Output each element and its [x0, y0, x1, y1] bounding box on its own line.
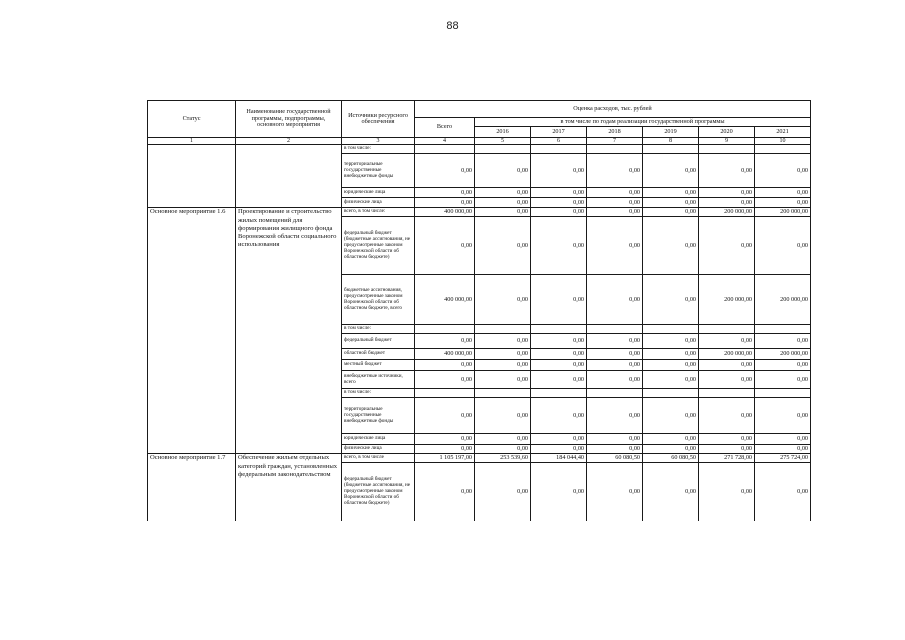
value-cell: 0,00 [475, 188, 531, 198]
source-cell: местный бюджет [342, 360, 415, 371]
header-year: 2017 [531, 127, 587, 138]
value-cell: 0,00 [699, 371, 755, 389]
value-cell: 0,00 [755, 445, 811, 454]
value-cell: 0,00 [415, 334, 475, 349]
source-cell: в том числе: [342, 389, 415, 398]
value-cell: 0,00 [587, 275, 643, 325]
value-cell: 0,00 [643, 217, 699, 275]
value-cell: 253 539,60 [475, 454, 531, 463]
value-cell: 200 000,00 [755, 208, 811, 217]
value-cell: 0,00 [475, 371, 531, 389]
value-cell: 0,00 [531, 188, 587, 198]
source-cell: юридические лица [342, 434, 415, 445]
header-name: Наименование государственной программы, подпрограммы, основного мероприятия [236, 101, 342, 138]
value-cell: 0,00 [699, 334, 755, 349]
header-year: 2020 [699, 127, 755, 138]
value-cell: 0,00 [699, 198, 755, 208]
value-cell: 0,00 [587, 445, 643, 454]
column-number: 9 [699, 138, 755, 145]
value-cell: 0,00 [755, 154, 811, 188]
value-cell: 0,00 [587, 360, 643, 371]
value-cell: 0,00 [587, 434, 643, 445]
value-cell: 0,00 [699, 217, 755, 275]
column-number: 8 [643, 138, 699, 145]
value-cell: 0,00 [643, 360, 699, 371]
value-cell: 0,00 [587, 208, 643, 217]
value-cell: 0,00 [415, 371, 475, 389]
value-cell: 0,00 [475, 463, 531, 521]
header-by-years: в том числе по годам реализации государственной программы [475, 118, 811, 127]
value-cell: 0,00 [587, 334, 643, 349]
value-cell: 0,00 [643, 463, 699, 521]
value-cell: 0,00 [643, 445, 699, 454]
value-cell: 400 000,00 [415, 275, 475, 325]
budget-table [147, 100, 811, 521]
value-cell: 0,00 [531, 434, 587, 445]
header-total: Всего [415, 118, 475, 138]
column-number: 4 [415, 138, 475, 145]
value-cell: 0,00 [755, 334, 811, 349]
value-cell: 0,00 [755, 217, 811, 275]
value-cell: 0,00 [531, 360, 587, 371]
value-cell: 0,00 [699, 398, 755, 434]
header-sources: Источники ресурсного обеспечения [342, 101, 415, 138]
value-cell: 0,00 [475, 275, 531, 325]
header-estimate: Оценка расходов, тыс. рублей [415, 101, 811, 118]
value-cell: 0,00 [643, 349, 699, 360]
value-cell: 0,00 [699, 188, 755, 198]
value-cell: 184 044,40 [531, 454, 587, 463]
status-cell-continued [148, 145, 236, 208]
value-cell: 0,00 [531, 217, 587, 275]
value-cell: 0,00 [415, 198, 475, 208]
value-cell: 0,00 [475, 217, 531, 275]
value-cell: 0,00 [643, 334, 699, 349]
value-cell: 0,00 [755, 463, 811, 521]
value-cell: 0,00 [415, 445, 475, 454]
value-cell: 0,00 [587, 217, 643, 275]
source-cell: всего, в том числе [342, 454, 415, 463]
value-cell: 0,00 [699, 445, 755, 454]
value-cell: 0,00 [531, 334, 587, 349]
value-cell: 0,00 [415, 398, 475, 434]
value-cell: 0,00 [755, 371, 811, 389]
source-cell: физические лица [342, 198, 415, 208]
measure-name-cell: Проектирование и строительство жилых помещений для формирования жилищного фонда Воронежской области социального использования [236, 208, 342, 454]
page-number: 88 [446, 20, 459, 32]
header-year: 2016 [475, 127, 531, 138]
value-cell: 0,00 [415, 188, 475, 198]
source-cell: бюджетные ассигнования, предусмотренные законом Воронежской области об областном бюджете, всего [342, 275, 415, 325]
table-row [148, 454, 811, 463]
header-year: 2019 [643, 127, 699, 138]
table-row [148, 145, 811, 154]
header-year: 2021 [755, 127, 811, 138]
column-number: 3 [342, 138, 415, 145]
value-cell: 0,00 [643, 188, 699, 198]
value-cell: 200 000,00 [699, 349, 755, 360]
value-cell: 0,00 [531, 275, 587, 325]
value-cell: 0,00 [699, 154, 755, 188]
source-cell: в том числе: [342, 325, 415, 334]
value-cell: 0,00 [475, 360, 531, 371]
source-cell: федеральный бюджет (бюджетные ассигнования, не предусмотренные законом Воронежской области об областном бюджете) [342, 217, 415, 275]
value-cell: 0,00 [475, 349, 531, 360]
measure-name-cell: Обеспечение жильем отдельных категорий граждан, установленных федеральным законодательством [236, 454, 342, 521]
value-cell: 400 000,00 [415, 349, 475, 360]
header-status: Статус [148, 101, 236, 138]
value-cell: 0,00 [643, 198, 699, 208]
value-cell: 0,00 [587, 154, 643, 188]
value-cell: 0,00 [587, 398, 643, 434]
column-number: 1 [148, 138, 236, 145]
value-cell: 0,00 [415, 360, 475, 371]
value-cell: 0,00 [587, 349, 643, 360]
value-cell: 1 105 197,00 [415, 454, 475, 463]
header-year: 2018 [587, 127, 643, 138]
table-row [148, 208, 811, 217]
value-cell: 0,00 [755, 398, 811, 434]
value-cell: 60 080,50 [587, 454, 643, 463]
value-cell: 0,00 [531, 349, 587, 360]
source-cell: территориальные государственные внебюджетные фонды [342, 154, 415, 188]
value-cell: 0,00 [699, 434, 755, 445]
value-cell: 0,00 [531, 154, 587, 188]
value-cell: 0,00 [587, 463, 643, 521]
value-cell: 0,00 [531, 445, 587, 454]
source-cell: всего, в том числе: [342, 208, 415, 217]
value-cell: 0,00 [755, 188, 811, 198]
value-cell: 0,00 [643, 154, 699, 188]
value-cell: 60 080,50 [643, 454, 699, 463]
value-cell: 0,00 [643, 371, 699, 389]
value-cell: 0,00 [755, 360, 811, 371]
value-cell: 0,00 [475, 445, 531, 454]
value-cell: 0,00 [531, 208, 587, 217]
value-cell: 271 728,00 [699, 454, 755, 463]
value-cell: 0,00 [475, 154, 531, 188]
value-cell: 0,00 [643, 208, 699, 217]
value-cell: 0,00 [699, 360, 755, 371]
value-cell: 0,00 [755, 434, 811, 445]
value-cell: 200 000,00 [699, 275, 755, 325]
value-cell: 200 000,00 [755, 275, 811, 325]
value-cell: 0,00 [415, 463, 475, 521]
value-cell: 0,00 [699, 463, 755, 521]
value-cell: 0,00 [415, 154, 475, 188]
source-cell: физические лица [342, 445, 415, 454]
value-cell: 0,00 [415, 434, 475, 445]
value-cell: 0,00 [755, 198, 811, 208]
value-cell: 275 724,00 [755, 454, 811, 463]
source-cell: юридические лица [342, 188, 415, 198]
value-cell: 0,00 [475, 208, 531, 217]
source-cell: областной бюджет [342, 349, 415, 360]
source-cell: внебюджетные источники, всего [342, 371, 415, 389]
value-cell: 0,00 [531, 463, 587, 521]
budget-table-sheet [147, 100, 810, 521]
value-cell: 0,00 [643, 434, 699, 445]
column-number: 5 [475, 138, 531, 145]
source-cell: территориальные государственные внебюджетные фонды [342, 398, 415, 434]
source-cell: федеральный бюджет (бюджетные ассигнования, не предусмотренные законом Воронежской области об областном бюджете) [342, 463, 415, 521]
value-cell: 200 000,00 [699, 208, 755, 217]
source-cell: федеральный бюджет [342, 334, 415, 349]
value-cell: 0,00 [475, 198, 531, 208]
value-cell: 0,00 [643, 398, 699, 434]
value-cell: 0,00 [415, 217, 475, 275]
value-cell: 0,00 [475, 434, 531, 445]
source-cell: в том числе: [342, 145, 415, 154]
value-cell: 0,00 [475, 334, 531, 349]
value-cell: 0,00 [531, 371, 587, 389]
value-cell: 0,00 [531, 398, 587, 434]
value-cell: 200 000,00 [755, 349, 811, 360]
column-number: 2 [236, 138, 342, 145]
status-cell: Основное мероприятие 1.6 [148, 208, 236, 454]
name-cell-continued [236, 145, 342, 208]
value-cell: 0,00 [587, 371, 643, 389]
status-cell: Основное мероприятие 1.7 [148, 454, 236, 521]
column-number: 10 [755, 138, 811, 145]
column-number: 6 [531, 138, 587, 145]
value-cell: 0,00 [587, 198, 643, 208]
value-cell: 0,00 [587, 188, 643, 198]
value-cell: 400 000,00 [415, 208, 475, 217]
value-cell: 0,00 [643, 275, 699, 325]
value-cell: 0,00 [475, 398, 531, 434]
value-cell: 0,00 [531, 198, 587, 208]
column-number: 7 [587, 138, 643, 145]
